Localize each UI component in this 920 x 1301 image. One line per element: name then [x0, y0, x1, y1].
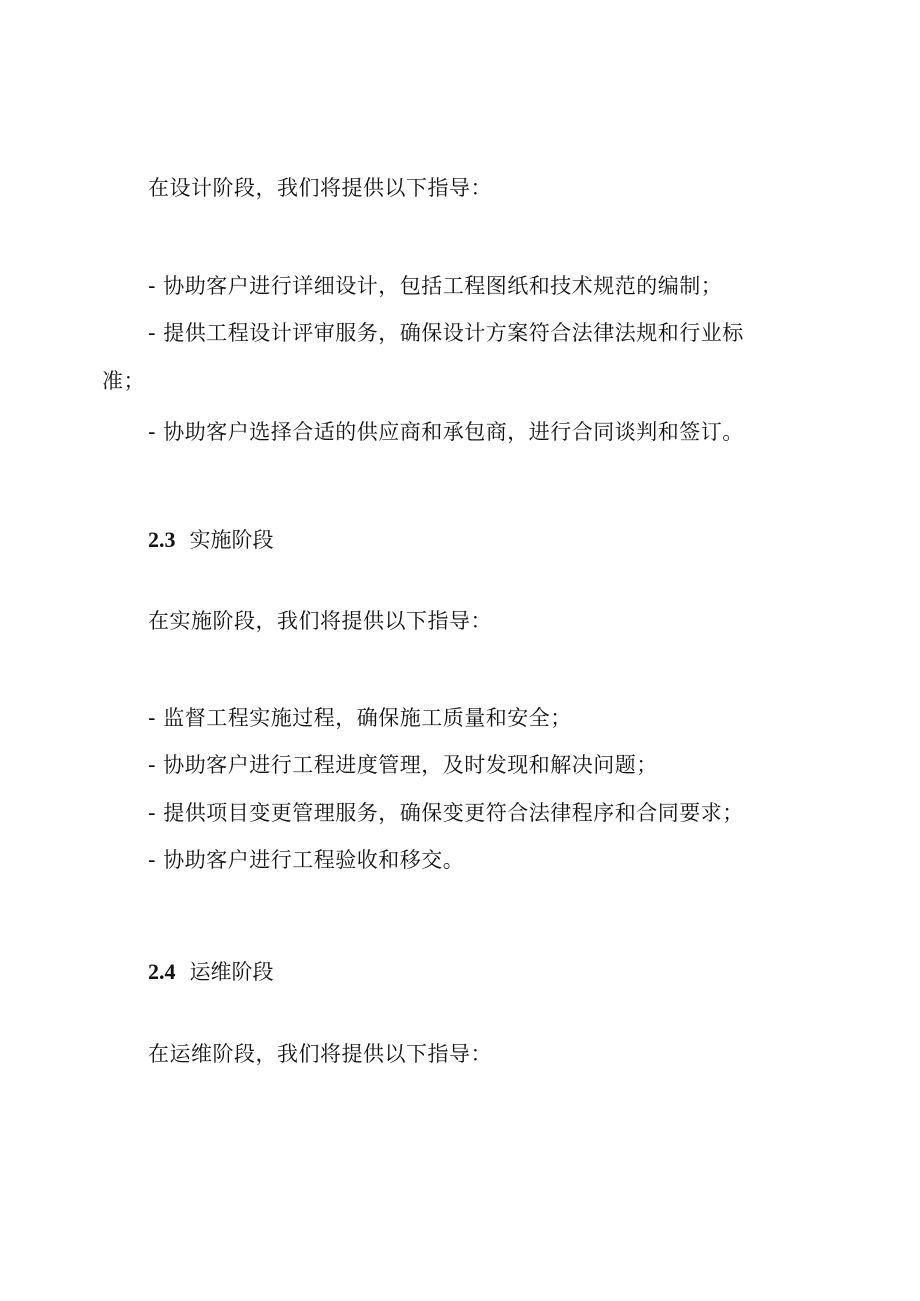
design-item-2: - 提供工程设计评审服务，确保设计方案符合法律法规和行业标 [148, 321, 744, 345]
design-item-2-continuation: 准； [102, 369, 145, 393]
section-number: 2.4 [148, 959, 176, 984]
section-heading-operation [148, 957, 274, 987]
design-item-3: - 协助客户选择合适的供应商和承包商，进行合同谈判和签订。 [148, 420, 744, 444]
implementation-intro: 在实施阶段，我们将提供以下指导： [148, 609, 492, 633]
design-intro: 在设计阶段，我们将提供以下指导： [148, 176, 492, 200]
section-title: 实施阶段 [189, 528, 274, 552]
implementation-item-3: - 提供项目变更管理服务，确保变更符合法律程序和合同要求； [148, 801, 744, 825]
implementation-item-2: - 协助客户进行工程进度管理，及时发现和解决问题； [148, 753, 658, 777]
design-item-1: - 协助客户进行详细设计，包括工程图纸和技术规范的编制； [148, 274, 723, 298]
implementation-item-4: - 协助客户进行工程验收和移交。 [148, 848, 465, 872]
section-number: 2.3 [148, 527, 176, 552]
section-heading-implementation [148, 525, 274, 555]
operation-intro: 在运维阶段，我们将提供以下指导： [148, 1042, 492, 1066]
implementation-item-1: - 监督工程实施过程，确保施工质量和安全； [148, 706, 572, 730]
section-title: 运维阶段 [189, 960, 274, 984]
